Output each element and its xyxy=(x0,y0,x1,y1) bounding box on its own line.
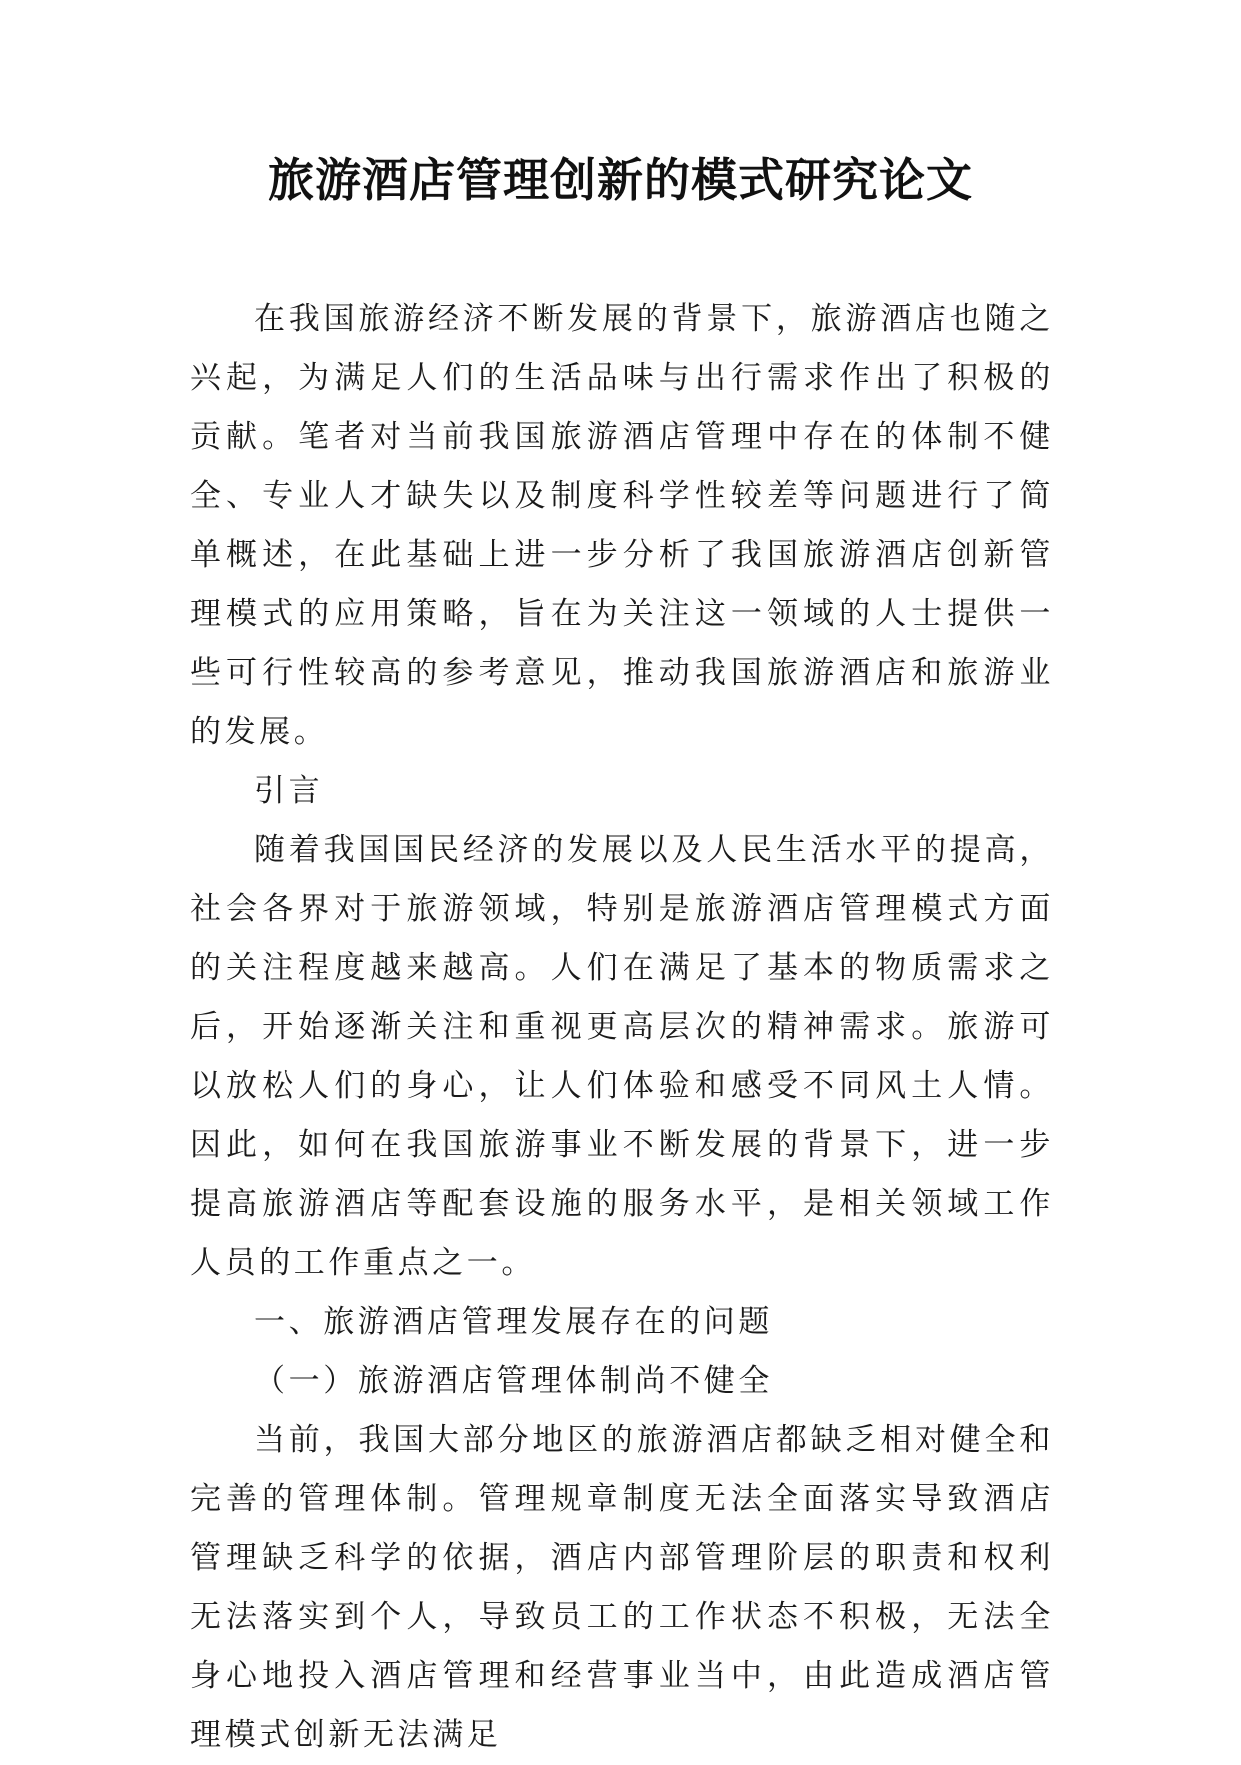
document-body xyxy=(190,290,1054,1765)
body-paragraph: 当前，我国大部分地区的旅游酒店都缺乏相对健全和完善的管理体制。管理规章制度无法全面落实导致酒店管理缺乏科学的依据，酒店内部管理阶层的职责和权利无法落实到个人，导致员工的工作状态不积极，无法全身心地投入酒店管理和经营事业当中，由此造成酒店管理模式创新无法满足 xyxy=(190,1422,1054,1753)
subsection-heading-management-system: （一）旅游酒店管理体制尚不健全 xyxy=(254,1363,773,1399)
section-heading-problems: 一、旅游酒店管理发展存在的问题 xyxy=(254,1304,773,1340)
document-title: 旅游酒店管理创新的模式研究论文 xyxy=(268,153,973,207)
section-heading-introduction: 引言 xyxy=(254,773,324,809)
abstract-paragraph: 在我国旅游经济不断发展的背景下，旅游酒店也随之兴起，为满足人们的生活品味与出行需求作出了积极的贡献。笔者对当前我国旅游酒店管理中存在的体制不健全、专业人才缺失以及制度科学性较差等问题进行了简单概述，在此基础上进一步分析了我国旅游酒店创新管理模式的应用策略，旨在为关注这一领域的人士提供一些可行性较高的参考意见，推动我国旅游酒店和旅游业的发展。 xyxy=(190,301,1054,750)
introduction-paragraph: 随着我国国民经济的发展以及人民生活水平的提高，社会各界对于旅游领域，特别是旅游酒店管理模式方面的关注程度越来越高。人们在满足了基本的物质需求之后，开始逐渐关注和重视更高层次的精神需求。旅游可以放松人们的身心，让人们体验和感受不同风土人情。因此，如何在我国旅游事业不断发展的背景下，进一步提高旅游酒店等配套设施的服务水平，是相关领域工作人员的工作重点之一。 xyxy=(190,832,1054,1281)
